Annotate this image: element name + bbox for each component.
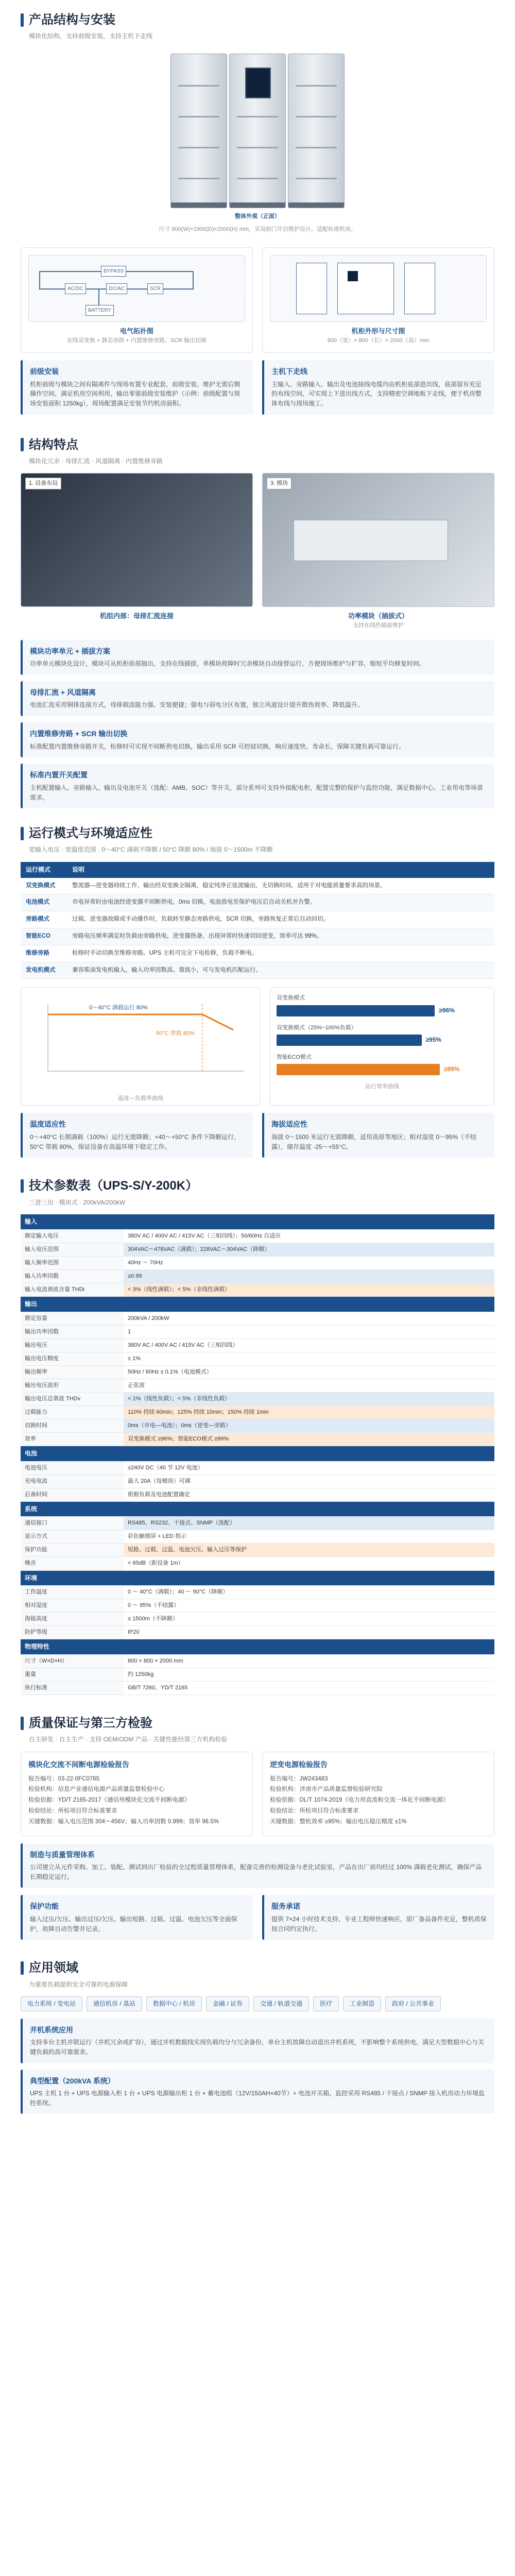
feature-item: [21, 722, 494, 757]
spec-row: [21, 1682, 494, 1695]
desc-col-header: 说明: [67, 862, 494, 878]
mode-cell: 发电机模式: [21, 962, 67, 979]
typical-config-title: 典型配置（200kVA 系统）: [30, 2076, 115, 2085]
spec-value: 最大 20A（每模块）可调: [124, 1475, 494, 1488]
temperature-chart-svg: [27, 994, 254, 1087]
spec-row: [21, 1405, 494, 1419]
quality-system-box: [21, 1843, 494, 1888]
spec-value: 380V AC / 400V AC / 415V AC（三相四线）；50/60Hz 自适应: [124, 1229, 494, 1243]
spec-key: 执行标准: [21, 1682, 124, 1695]
spec-value: ±240V DC（40 节 12V 电池）: [124, 1461, 494, 1475]
application-tag: 政府 / 公共事业: [385, 1996, 441, 2011]
spec-row: [21, 1668, 494, 1681]
mode-cell: 维修旁路: [21, 945, 67, 962]
cert-line: 检验依据：YD/T 2165-2017《通信用模块化交流不间断电源》: [28, 1797, 191, 1804]
module-photo-tag: 3. 模块: [267, 478, 291, 489]
cert-card-1: [21, 1752, 253, 1836]
quality-system-title: 制造与质量管理体系: [30, 1850, 95, 1859]
spec-value: 40Hz ～ 70Hz: [124, 1256, 494, 1269]
spec-key: 保护功能: [21, 1544, 124, 1557]
spec-value: 约 1250kg: [124, 1668, 494, 1681]
spec-value: 110% 持续 60min；125% 持续 10min；150% 持续 1min: [124, 1405, 494, 1419]
mode-table: [21, 862, 494, 979]
spec-value: < 65dB（距设备 1m）: [124, 1557, 494, 1570]
spec-value: 彩色触摸屏 + LED 指示: [124, 1530, 494, 1544]
spec-group-label: 电池: [21, 1446, 494, 1462]
parallel-system-box: [21, 2019, 494, 2063]
feature-item: [21, 681, 494, 716]
spec-key: 输出电压精度: [21, 1352, 124, 1365]
feature-text: 电池汇流采用铜排连接方式，母排载流能力强、安装便捷；强电与弱电分区布置，独立风道设计提升散热效率、降低温升。: [30, 701, 364, 709]
spec-row: [21, 1256, 494, 1269]
mode-cell: 智能ECO: [21, 928, 67, 945]
efficiency-row: [277, 994, 488, 1016]
section-applications: [21, 1958, 494, 2114]
spec-value: ± 1%: [124, 1352, 494, 1365]
spec-value: 短路、过载、过温、电池欠压、输入过压等保护: [124, 1544, 494, 1557]
spec-key: 额定输入电压: [21, 1229, 124, 1243]
spec-row: [21, 1312, 494, 1325]
feature-item: [21, 764, 494, 808]
spec-key: 尺寸（W×D×H）: [21, 1654, 124, 1668]
application-tag: 通信机房 / 基站: [87, 1996, 142, 2011]
feature-text: 主机配置输入、旁路输入、输出及电池开关（选配：AMB、SOC）等开关，部分系列可支持外接配电柜，配置完整的保护与监控功能，满足数据中心、工业用电等场景需求。: [30, 784, 484, 801]
section-title: 应用领域: [29, 1961, 78, 1975]
spec-value: 0 ～ 95%（不结露）: [124, 1599, 494, 1613]
spec-value: 380V AC / 400V AC / 415V AC（三相四线）: [124, 1338, 494, 1352]
cert-line: 报告编号：JW243483: [270, 1775, 328, 1782]
spec-row: [21, 1419, 494, 1432]
spec-key: 防护等级: [21, 1626, 124, 1639]
spec-value: 200kVA / 200kW: [124, 1312, 494, 1325]
efficiency-bar: [277, 1035, 422, 1046]
spec-value: 根据负载及电池配置确定: [124, 1488, 494, 1501]
section-title: 运行模式与环境适应性: [29, 826, 152, 841]
spec-value: RS485、RS232、干接点、SNMP（选配）: [124, 1517, 494, 1530]
section-subtitle: 三进三出 · 模块式 · 200kVA/200kW: [29, 1198, 126, 1206]
feature-list: [21, 640, 494, 809]
spec-key: 输入电压范围: [21, 1243, 124, 1256]
table-row: [21, 945, 494, 962]
mode-cell: 旁路模式: [21, 911, 67, 928]
cert-line: 检验机构：信息产业通信电源产品质量监督检验中心: [28, 1786, 165, 1793]
spec-row: [21, 1613, 494, 1626]
spec-row: [21, 1626, 494, 1639]
spec-key: 输出电压总谐波 THDv: [21, 1392, 124, 1405]
dimension-diagram: [270, 255, 487, 322]
spec-key: 噪音: [21, 1557, 124, 1570]
application-tag: 医疗: [313, 1996, 339, 2011]
section-bar: [21, 1717, 24, 1730]
efficiency-bars: [277, 994, 488, 1075]
cert-line: 检验结论：所检项目符合标准要求: [28, 1807, 117, 1814]
section-subtitle: 宽输入电压 · 宽温度范围 · 0～40°C 满载不降额 / 50°C 降额 80% / 海拔 0～1500m 不降额: [29, 846, 273, 854]
service-title: 服务承诺: [271, 1902, 300, 1911]
table-row: [21, 911, 494, 928]
desc-cell: 检修时手动切换至维修旁路，UPS 主机可完全下电检修，负载不断电。: [67, 945, 494, 962]
altitude-title: 海拔适应性: [271, 1120, 307, 1129]
cert-line: 关键数据：整机效率 ≥95%；输出电压稳压精度 ±1%: [270, 1818, 407, 1825]
curve-label-1: 0～40°C 满载运行 80%: [89, 1005, 148, 1011]
section-structure: [21, 10, 494, 415]
spec-value: 304VAC～478VAC（满载）；228VAC～304VAC（降额）: [124, 1243, 494, 1256]
efficiency-label: 智能ECO模式: [277, 1054, 312, 1060]
spec-row: [21, 1599, 494, 1613]
spec-row: [21, 1352, 494, 1365]
section-bar: [21, 827, 24, 840]
topology-diagram: AC/DC DC/AC SCR BYPASS BATTERY: [28, 255, 245, 322]
figure-topology-title: 电气拓扑图: [119, 327, 153, 335]
front-install-text: 机柜前级与模块之间有隔离件与现场布置专业配套，前级安装、维护无需后侧操作空间，满足机房空间利用，输出零需前级安装维护（示例：前级配置与现场安装面积 1250kg），现场配置满足安装节约机房面积。: [30, 380, 241, 407]
spec-group-row: [21, 1639, 494, 1655]
spec-key: 输入功率因数: [21, 1269, 124, 1283]
spec-group-label: 环境: [21, 1570, 494, 1586]
spec-row: [21, 1338, 494, 1352]
efficiency-chart: [270, 987, 494, 1106]
spec-key: 输出电压波形: [21, 1379, 124, 1392]
bottom-cabling-title: 主机下走线: [271, 367, 307, 376]
feature-title: 母排汇流 + 风道隔离: [30, 688, 96, 697]
internal-photo-title: 机组内部：母排汇流连接: [99, 612, 174, 620]
module-photo-title: 功率模块（插拔式）: [348, 612, 408, 620]
section-quality: [21, 1714, 494, 1940]
internal-photo-tag: 1. 设备布局: [25, 478, 61, 489]
spec-row: [21, 1517, 494, 1530]
spec-row: [21, 1461, 494, 1475]
efficiency-value: ≥99%: [443, 1065, 460, 1073]
spec-group-label: 输入: [21, 1214, 494, 1229]
bottom-cabling-text: 主输入、旁路输入、输出及电池接线电缆均由机柜底部进出线，底部留有充足的布线空间，可实现上下进出线方式，支持精密空调地板下走线，便于机房整体布线与现场施工。: [271, 380, 482, 407]
spec-key: 输入频率范围: [21, 1256, 124, 1269]
figure-dimensions-note: 800（宽）× 800（长）× 2000（高）mm: [327, 337, 430, 344]
section-bar: [21, 1179, 24, 1193]
hero-cabinet: [21, 48, 494, 239]
parallel-system-text: 支持多台主机并联运行（并机冗余或扩容），通过并机数据线实现负载均分与冗余备份，单台主机故障自动退出并机系统，不影响整个系统供电，满足大型数据中心与关键负载的高可靠需求。: [30, 2039, 485, 2056]
spec-group-row: [21, 1501, 494, 1517]
spec-row: [21, 1544, 494, 1557]
spec-row: [21, 1488, 494, 1501]
module-photo-note: 支持在线热插拔维护: [353, 622, 404, 629]
temp-adapt-text: 0～+40°C 长期满载（100%）运行无需降额；+40～+50°C 条件下降额运行，50°C 带载 80%，保证设备在高温环境下稳定工作。: [30, 1133, 241, 1150]
protection-title: 保护功能: [30, 1902, 59, 1911]
spec-table: [21, 1214, 494, 1695]
temp-adapt-title: 温度适应性: [30, 1120, 66, 1129]
temperature-chart-caption: 温度—负载率曲线: [118, 1095, 163, 1101]
spec-row: [21, 1325, 494, 1338]
figure-dimensions: [262, 247, 494, 353]
spec-row: [21, 1432, 494, 1446]
efficiency-row: [277, 1024, 488, 1046]
spec-value: < 1%（线性负载）；< 5%（非线性负载）: [124, 1392, 494, 1405]
figure-topology-note: 在线双变换 + 静态旁路 + 内置维修旁路，SCR 输出切换: [66, 337, 207, 344]
section-bar: [21, 1961, 24, 1975]
spec-row: [21, 1530, 494, 1544]
spec-value: < 3%（线性满载）；< 5%（非线性满载）: [124, 1283, 494, 1296]
spec-value: 50Hz / 60Hz ± 0.1%（电池模式）: [124, 1365, 494, 1379]
table-row: [21, 928, 494, 945]
spec-value: ≥0.99: [124, 1269, 494, 1283]
application-tag: 数据中心 / 机房: [146, 1996, 202, 2011]
cert-line: 检验结论：所检项目符合标准要求: [270, 1807, 359, 1814]
efficiency-label: 双变换模式: [277, 995, 305, 1002]
spec-group-row: [21, 1570, 494, 1586]
module-photo: [262, 473, 494, 607]
spec-row: [21, 1654, 494, 1668]
feature-title: 模块功率单元 + 插拔方案: [30, 647, 110, 655]
section-title: 质量保证与第三方检验: [29, 1716, 152, 1731]
spec-key: 输入电流谐波含量 THDi: [21, 1283, 124, 1296]
temperature-chart: [21, 987, 261, 1106]
mode-cell: 电池模式: [21, 894, 67, 911]
spec-value: GB/T 7260、YD/T 2165: [124, 1682, 494, 1695]
hero-note: 尺寸 800(W)×1900(D)×2000(H) mm，采用前门开启维护设计，适配标准机房。: [159, 226, 356, 232]
spec-value: 双变换模式 ≥96%；智能ECO模式 ≥99%: [124, 1432, 494, 1446]
spec-group-row: [21, 1296, 494, 1312]
hero-caption: 整体外观（正面）: [235, 213, 280, 219]
bottom-cabling-box: [262, 360, 494, 414]
spec-key: 通信接口: [21, 1517, 124, 1530]
altitude-box: [262, 1113, 494, 1158]
efficiency-label: 双变换模式（25%~100%负载）: [277, 1024, 357, 1031]
spec-key: 输出频率: [21, 1365, 124, 1379]
feature-title: 内置维修旁路 + SCR 输出切换: [30, 730, 128, 738]
section-subtitle: 模块化冗余 · 母排汇流 · 风道隔离 · 内置维修旁路: [29, 457, 163, 465]
application-tags: [21, 1996, 494, 2011]
spec-key: 输出电压: [21, 1338, 124, 1352]
table-row: [21, 894, 494, 911]
feature-title: 标准内置开关配置: [30, 771, 88, 779]
spec-row: [21, 1269, 494, 1283]
spec-key: 显示方式: [21, 1530, 124, 1544]
spec-group-row: [21, 1446, 494, 1462]
front-install-title: 前级安装: [30, 367, 59, 376]
section-title: 技术参数表（UPS-S/Y-200K）: [29, 1179, 198, 1193]
spec-row: [21, 1392, 494, 1405]
quality-system-text: 公司建立从元件采购、加工、装配、测试到出厂检验的全过程质量管理体系，配备完善的检测设备与老化试验室，产品在出厂前均经过 100% 满载老化测试，确保产品长期稳定运行。: [30, 1863, 482, 1880]
spec-group-label: 输出: [21, 1296, 494, 1312]
temp-adapt-box: [21, 1113, 253, 1158]
spec-key: 额定容量: [21, 1312, 124, 1325]
altitude-text: 海拔 0～1500 米运行无需降额，适用高原等地区；相对湿度 0～95%（不结露），储存温度 -25～+55°C。: [271, 1133, 477, 1150]
desc-cell: 整流器—逆变器持续工作，输出经双变换全隔离，稳定纯净正弦波输出，无切换时间，适用于对电能质量要求高的场景。: [67, 878, 494, 894]
spec-row: [21, 1243, 494, 1256]
desc-cell: 过载、逆变器故障或手动操作时，负载转至静态旁路供电，SCR 切换，旁路恢复正常后自动回切。: [67, 911, 494, 928]
mode-cell: 双变换模式: [21, 878, 67, 894]
efficiency-chart-caption: 运行效率曲线: [365, 1083, 399, 1090]
section-bar: [21, 438, 24, 451]
desc-cell: 市电异常时由电池经逆变器不间断供电，0ms 切换，电池放电至保护电压后自动关机并告警。: [67, 894, 494, 911]
table-row: [21, 962, 494, 979]
parallel-system-title: 并机系统应用: [30, 2025, 73, 2034]
table-row: [21, 878, 494, 894]
internal-photo: [21, 473, 253, 607]
ups-cabinet-image: [170, 54, 345, 208]
efficiency-value: ≥95%: [425, 1036, 442, 1044]
feature-item: [21, 640, 494, 675]
spec-row: [21, 1379, 494, 1392]
spec-key: 后备时间: [21, 1488, 124, 1501]
service-box: [262, 1895, 494, 1940]
spec-row: [21, 1475, 494, 1488]
cert-card-2: [262, 1752, 494, 1836]
curve-label-2: 50°C 带载 80%: [156, 1030, 195, 1037]
protection-text: 输入过压/欠压、输出过压/欠压、输出短路、过载、过温、电池欠压等全面保护，故障自动告警并记录。: [30, 1916, 237, 1933]
section-subtitle: 自主研发 · 自主生产 · 支持 OEM/ODM 产品 · 关键性能经第三方机构检验: [29, 1736, 228, 1743]
application-tag: 工业制造: [343, 1996, 381, 2011]
cert-line: 报告编号：03-22-0FC0765: [28, 1775, 100, 1782]
spec-key: 切换时间: [21, 1419, 124, 1432]
cert-title: 逆变电源检验报告: [270, 1760, 328, 1769]
application-tag: 交通 / 轨道交通: [253, 1996, 309, 2011]
section-features: [21, 435, 494, 809]
spec-row: [21, 1557, 494, 1570]
section-title: 产品结构与安装: [29, 13, 115, 27]
spec-value: 1: [124, 1325, 494, 1338]
protection-box: [21, 1895, 253, 1940]
section-modes: [21, 824, 494, 1158]
desc-cell: 兼容柴油发电机输入，输入功率因数高、谐波小，可与发电机匹配运行。: [67, 962, 494, 979]
section-specs: [21, 1176, 494, 1695]
spec-key: 过载能力: [21, 1405, 124, 1419]
section-title: 结构特点: [29, 437, 78, 452]
spec-row: [21, 1586, 494, 1599]
spec-key: 相对湿度: [21, 1599, 124, 1613]
spec-value: ≤ 1500m（不降额）: [124, 1613, 494, 1626]
figure-dimensions-title: 机柜外形与尺寸图: [351, 327, 405, 335]
spec-row: [21, 1365, 494, 1379]
spec-key: 工作温度: [21, 1586, 124, 1599]
spec-row: [21, 1283, 494, 1296]
feature-text: 标准配置内置维修旁路开关，检修时可实现不间断供电切换，输出采用 SCR 可控硅切换，响应速度快、寿命长，保障关键负载可靠运行。: [30, 742, 405, 750]
efficiency-value: ≥96%: [439, 1007, 455, 1014]
spec-key: 电池电压: [21, 1461, 124, 1475]
figure-topology: [21, 247, 253, 353]
cert-line: 检验机构：济南市产品质量监督检验研究院: [270, 1786, 383, 1793]
spec-value: 0 ～ 40°C（满载）；40 ～ 50°C（降额）: [124, 1586, 494, 1599]
spec-value: 0ms（市电—电池）；0ms（逆变—旁路）: [124, 1419, 494, 1432]
spec-key: 效率: [21, 1432, 124, 1446]
application-tag: 金融 / 证券: [206, 1996, 249, 2011]
load-curve: [48, 1014, 233, 1030]
spec-key: 海拔高度: [21, 1613, 124, 1626]
section-bar: [21, 13, 24, 27]
mode-col-header: 运行模式: [21, 862, 67, 878]
spec-key: 输出功率因数: [21, 1325, 124, 1338]
spec-group-label: 系统: [21, 1501, 494, 1517]
spec-value: IP20: [124, 1626, 494, 1639]
section-subtitle: 为重要负载提供安全可靠的电源保障: [29, 1980, 128, 1988]
cert-line: 关键数据：输入电压范围 304～456V；输入功率因数 0.999；效率 96.5%: [28, 1818, 219, 1825]
spec-value: 800 × 800 × 2000 mm: [124, 1654, 494, 1668]
spec-group-row: [21, 1214, 494, 1229]
desc-cell: 旁路电压频率满足时负载由旁路供电，逆变器热备，出现异常时快速切回逆变，效率可达 99%。: [67, 928, 494, 945]
front-install-box: [21, 360, 253, 414]
section-subtitle: 模块化结构，支持前级安装，支持主机下走线: [29, 32, 153, 40]
spec-value: 正弦波: [124, 1379, 494, 1392]
application-tag: 电力系统 / 变电站: [21, 1996, 82, 2011]
spec-key: 重量: [21, 1668, 124, 1681]
efficiency-bar: [277, 1005, 435, 1016]
cert-title: 模块化交流不间断电源检验报告: [28, 1760, 129, 1769]
typical-config-text: UPS 主机 1 台 + UPS 电源输入柜 1 台 + UPS 电源输出柜 1 台 + 蓄电池组（12V/150AH×40节）+ 电池开关箱，监控采用 RS485 / 干接点 / SNMP 接入机房动力环境监控系统。: [30, 2090, 485, 2107]
typical-config-box: [21, 2070, 494, 2114]
efficiency-row: [277, 1053, 488, 1075]
cert-line: 检验依据：DL/T 1074-2019《电力用直流和交流一体化不间断电源》: [270, 1797, 449, 1804]
efficiency-bar: [277, 1064, 440, 1075]
spec-row: [21, 1229, 494, 1243]
spec-group-label: 物理特性: [21, 1639, 494, 1655]
feature-text: 功率单元模块化设计，模块可从机柜前部抽出，支持在线插拔，单模块故障时冗余模块自动接替运行，方便现场维护与扩容，缩短平均修复时间。: [30, 660, 426, 668]
service-text: 提供 7×24 小时技术支持，专业工程师快速响应，原厂备品备件充足，整机质保按合同约定执行。: [271, 1916, 487, 1933]
spec-key: 充电电流: [21, 1475, 124, 1488]
